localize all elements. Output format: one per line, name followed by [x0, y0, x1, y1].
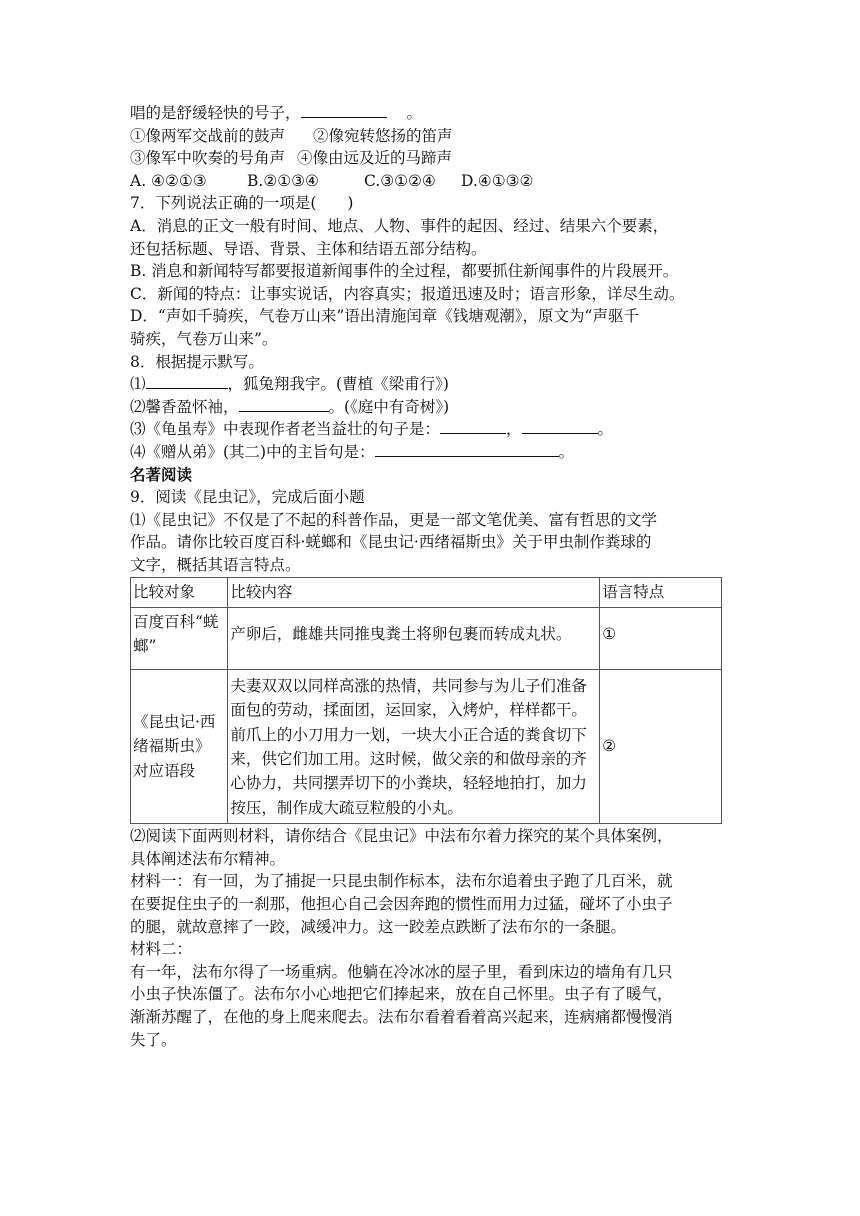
- answer-blank[interactable]: [375, 441, 559, 457]
- q8-part4: ⑷《赠从弟》(其二)中的主旨句是： 。: [130, 442, 575, 461]
- q9-sub1: ⑴《昆虫记》不仅是了不起的科普作品，更是一部文笔优美、富有哲思的文学: [130, 510, 658, 529]
- q9-sub1-cont: 作品。请你比较百度百科·蜣螂和《昆虫记·西绪福斯虫》关于甲虫制作粪球的: [130, 533, 652, 552]
- answer-blank[interactable]: [522, 418, 598, 434]
- q7-stem: 7．下列说法正确的一项是( ): [130, 194, 354, 213]
- q8-part3: ⑶《龟虽寿》中表现作者老当益壮的句子是： ， 。: [130, 420, 614, 439]
- q8-stem: 8．根据提示默写。: [130, 352, 264, 371]
- q7-option-a[interactable]: A．消息的正文一般有时间、地点、人物、事件的起因、经过、结果六个要素，: [130, 216, 669, 235]
- material-1-cont: 的腿，就故意摔了一跤，减缓冲力。这一跤差点跌断了法布尔的一条腿。: [130, 917, 627, 936]
- table-cell-object: 《昆虫记·西绪福斯虫》对应语段: [131, 669, 228, 823]
- table-header-feature: 语言特点: [600, 578, 722, 607]
- q8-part1: ⑴ ，狐兔翔我宇。(曹植《梁甫行》): [130, 375, 449, 394]
- answer-blank[interactable]: [440, 418, 506, 434]
- table-header-row: [131, 578, 722, 607]
- q7-option-d[interactable]: D．“声如千骑疾，气卷万山来”语出清施闰章《钱塘观潮》，原文为“声驱千: [130, 307, 639, 326]
- q7-option-c[interactable]: C．新闻的特点：让事实说话，内容真实；报道迅速及时；语言形象，详尽生动。: [130, 284, 685, 303]
- q6-items-row2: ③像军中吹奏的号角声 ④像由远及近的马蹄声: [130, 149, 453, 168]
- q9-stem: 9．阅读《昆虫记》，完成后面小题: [130, 488, 365, 507]
- section-title: 名著阅读: [130, 464, 193, 484]
- comparison-table: [130, 577, 722, 824]
- answer-cell-2[interactable]: ②: [600, 669, 722, 823]
- q8-part2: ⑵馨香盈怀袖， 。(《庭中有奇树》): [130, 397, 450, 416]
- answer-blank[interactable]: [239, 396, 329, 412]
- material-2-cont: 失了。: [130, 1030, 177, 1049]
- q6-option-d[interactable]: D.④①③②: [461, 171, 534, 190]
- table-header-object: 比较对象: [131, 578, 228, 607]
- q9-sub2: ⑵阅读下面两则材料，请你结合《昆虫记》中法布尔着力探究的某个具体案例，: [130, 827, 673, 846]
- material-1-cont: 在要捉住虫子的一刹那，他担心自己会因奔跑的惯性而用力过猛，碰坏了小虫子: [130, 894, 673, 913]
- q6-options: [130, 170, 730, 193]
- answer-cell-1[interactable]: ①: [600, 607, 722, 669]
- table-cell-content: 夫妻双双以同样高涨的热情，共同参与为儿子们准备面包的劳动，揉面团，运回家，入烤炉，样样都干。前爪上的小刀用力一划，一块大小正合适的粪食切下来，供它们加工用。这时候，做父亲的和做母亲的齐心协力，共同摆弄切下的小粪块，轻轻地拍打，加力按压，制作成大疏豆粒般的小丸。: [228, 669, 600, 823]
- material-2-title: 材料二：: [130, 940, 193, 959]
- q9-sub2-cont: 具体阐述法布尔精神。: [130, 849, 286, 868]
- table-row: [131, 669, 722, 823]
- q7-option-a-cont: 还包括标题、导语、背景、主体和结语五部分结构。: [130, 239, 487, 258]
- q6-tail: 唱的是舒缓轻快的号子， 。: [130, 104, 423, 122]
- table-row: [131, 607, 722, 669]
- table-cell-content: 产卵后，雌雄共同推曳粪土将卵包裹而转成丸状。: [228, 607, 600, 669]
- material-2-cont: 小虫子快冻僵了。法布尔小心地把它们捧起来，放在自己怀里。虫子有了暖气，: [130, 985, 673, 1004]
- material-1: 材料一：有一回，为了捕捉一只昆虫制作标本，法布尔追着虫子跑了几百米，就: [130, 872, 673, 891]
- q7-option-d-cont: 骑疾，气卷万山来”。: [130, 329, 278, 348]
- q9-sub1-cont: 文字，概括其语言特点。: [130, 555, 301, 574]
- worksheet-page: [130, 102, 730, 1051]
- material-2-cont: 渐渐苏醒了，在他的身上爬来爬去。法布尔看着看着高兴起来，连病痛都慢慢消: [130, 1007, 673, 1026]
- table-cell-object: 百度百科“蜣螂”: [131, 607, 228, 669]
- q7-option-b[interactable]: B. 消息和新闻特写都要报道新闻事件的全过程，都要抓住新闻事件的片段展开。: [130, 262, 679, 281]
- table-header-content: 比较内容: [228, 578, 600, 607]
- q6-items-row1: ①像两军交战前的鼓声 ②像宛转悠扬的笛声: [130, 126, 453, 145]
- q6-option-b[interactable]: B.②①③④: [247, 171, 319, 190]
- q6-option-c[interactable]: C.③①②④: [364, 171, 436, 190]
- answer-blank[interactable]: [146, 373, 228, 389]
- answer-blank[interactable]: [301, 102, 387, 118]
- material-2: 有一年，法布尔得了一场重病。他躺在冷冰冰的屋子里，看到床边的墙角有几只: [130, 962, 673, 981]
- q6-option-a[interactable]: A. ④②①③: [130, 171, 207, 190]
